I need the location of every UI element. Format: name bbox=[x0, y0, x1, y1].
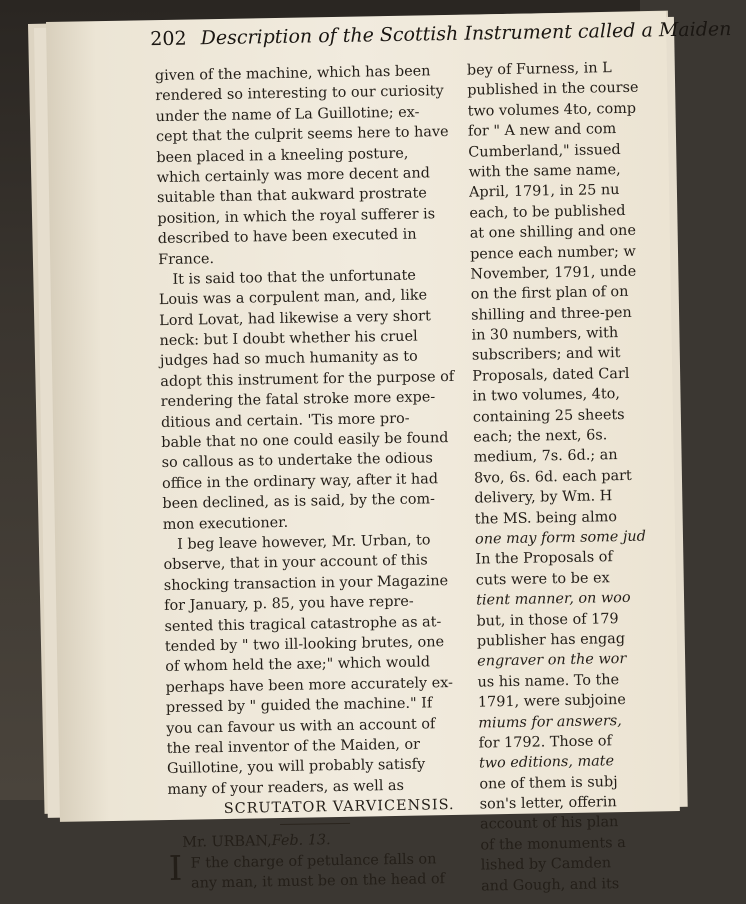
text-line: I beg leave however, Mr. Urban, to bbox=[177, 532, 431, 553]
text-line: suitable than that aukward prostrate bbox=[156, 185, 427, 207]
text-line: at one shilling and one bbox=[469, 222, 637, 242]
section-divider bbox=[280, 823, 350, 825]
text-line: Louis was a corpulent man, and, like bbox=[158, 287, 428, 309]
text-line: mon executioner. bbox=[162, 514, 289, 533]
text-line: Guillotine, you will probably satisfy bbox=[166, 756, 426, 778]
letter-text-line bbox=[169, 869, 481, 895]
page-running-title: Description of the Scottish Instrument called a Maiden bbox=[200, 18, 732, 50]
letter-salutation: Mr. URBAN, bbox=[182, 833, 272, 852]
text-line: pressed by " guided the machine." If bbox=[165, 695, 433, 717]
text-line: which certainly was more decent and bbox=[156, 165, 431, 187]
text-line: described to have been executed in bbox=[157, 226, 417, 248]
text-line: but, in those of 179 bbox=[476, 610, 619, 630]
text-line: of whom held the axe;" which would bbox=[165, 654, 431, 676]
text-line: each, to be published bbox=[469, 202, 626, 222]
text-line: position, in which the royal sufferer is bbox=[157, 205, 436, 227]
text-line: shilling and three-pen bbox=[471, 304, 632, 324]
text-line: been declined, as is said, by the com- bbox=[162, 491, 436, 513]
text-line: under the name of La Guillotine; ex- bbox=[155, 104, 420, 125]
text-line: It is said too that the unfortunate bbox=[172, 267, 417, 288]
letter-date: Feb. 13. bbox=[271, 832, 331, 850]
text-line: adopt this instrument for the purpose of bbox=[160, 368, 455, 390]
text-line: delivery, by Wm. H bbox=[474, 488, 613, 507]
text-line: engraver on the wor bbox=[477, 651, 627, 670]
text-line: one may form some jud bbox=[474, 528, 646, 548]
drop-cap: I bbox=[168, 848, 183, 889]
text-line: France. bbox=[158, 250, 215, 268]
text-line: Lord Lovat, had likewise a very short bbox=[159, 308, 431, 329]
text-line: office in the ordinary way, after it had bbox=[161, 471, 439, 492]
text-line: us his name. To the bbox=[477, 671, 620, 691]
text-line: account of his plan bbox=[479, 814, 619, 833]
right-column bbox=[467, 56, 722, 896]
text-line: you can favour us with an account of bbox=[166, 715, 436, 737]
text-line: November, 1791, unde bbox=[470, 263, 637, 283]
text-line: been placed in a kneeling posture, bbox=[156, 145, 409, 166]
text-line: and Gough, and its bbox=[481, 875, 620, 895]
text-line: tended by " two ill-looking brutes, one bbox=[164, 634, 445, 655]
page-number: 202 bbox=[150, 27, 187, 51]
text-line: miums for answers, bbox=[478, 712, 622, 732]
text-line: judges had so much humanity as to bbox=[159, 349, 418, 370]
text-line: on the first plan of on bbox=[470, 284, 629, 303]
text-line: publisher has engag bbox=[476, 630, 626, 650]
text-line: the real inventor of the Maiden, or bbox=[166, 736, 421, 757]
text-line: one of them is subj bbox=[479, 773, 618, 793]
text-line: published in the course bbox=[467, 80, 639, 100]
text-line: pence each number; w bbox=[469, 243, 636, 263]
text-line: ditious and certain. 'Tis more pro- bbox=[160, 410, 410, 431]
text-line: April, 1791, in 25 nu bbox=[468, 182, 620, 201]
text-line: medium, 7s. 6d.; an bbox=[473, 447, 618, 467]
text-line: for January, p. 85, you have repre- bbox=[164, 593, 414, 615]
text-line: 1791, were subjoine bbox=[477, 692, 627, 711]
text-line: neck: but I doubt whether his cruel bbox=[159, 328, 418, 350]
text-line: bey of Furness, in L bbox=[466, 60, 612, 79]
newspaper-page bbox=[46, 11, 732, 895]
text-line: given of the machine, which has been bbox=[154, 63, 431, 85]
text-line: many of your readers, as well as bbox=[167, 777, 405, 798]
text-line: perhaps have been more accurately ex- bbox=[165, 674, 454, 696]
letter-text: F the charge of petulance falls on bbox=[190, 851, 437, 872]
page-header bbox=[150, 18, 732, 51]
text-line: In the Proposals of bbox=[475, 549, 613, 568]
text-line: shocking transaction in your Magazine bbox=[163, 572, 449, 594]
text-line: bable that no one could easily be found bbox=[161, 430, 449, 452]
text-line: subscribers; and wit bbox=[471, 345, 621, 365]
text-line: lished by Camden bbox=[480, 855, 612, 874]
text-line: rendered so interesting to our curiosity bbox=[155, 83, 444, 105]
text-line: 8vo, 6s. 6d. each part bbox=[473, 467, 632, 487]
text-line: Cumberland," issued bbox=[468, 141, 621, 161]
text-line: the MS. being almo bbox=[474, 508, 618, 528]
text-line: tient manner, on woo bbox=[476, 590, 631, 609]
text-line: rendering the fatal stroke more expe- bbox=[160, 389, 436, 411]
text-line: Proposals, dated Carl bbox=[472, 365, 630, 385]
signature: SCRUTATOR VARVICENSIS. bbox=[223, 797, 455, 818]
text-line: in 30 numbers, with bbox=[471, 325, 619, 344]
text-line: two volumes 4to, comp bbox=[467, 100, 637, 120]
letter-text: any man, it must be on the head of bbox=[190, 871, 446, 892]
text-line: so callous as to undertake the odious bbox=[161, 450, 434, 472]
text-line: two editions, mate bbox=[478, 753, 615, 772]
text-line: for 1792. Those of bbox=[478, 733, 612, 752]
text-line: cept that the culprit seems here to have bbox=[155, 124, 449, 146]
text-line: son's letter, offerin bbox=[479, 794, 617, 813]
text-line: for " A new and com bbox=[467, 121, 617, 140]
text-line: with the same name, bbox=[468, 161, 621, 181]
text-line: observe, that in your account of this bbox=[163, 552, 428, 574]
text-line: cuts were to be ex bbox=[475, 570, 610, 589]
text-line: containing 25 sheets bbox=[472, 406, 625, 426]
text-line: each; the next, 6s. bbox=[473, 427, 608, 446]
text-line: in two volumes, 4to, bbox=[472, 386, 621, 405]
text-line: sented this tragical catastrophe as at- bbox=[164, 613, 442, 635]
text-line: of the monuments a bbox=[480, 834, 626, 854]
left-column bbox=[155, 61, 481, 895]
